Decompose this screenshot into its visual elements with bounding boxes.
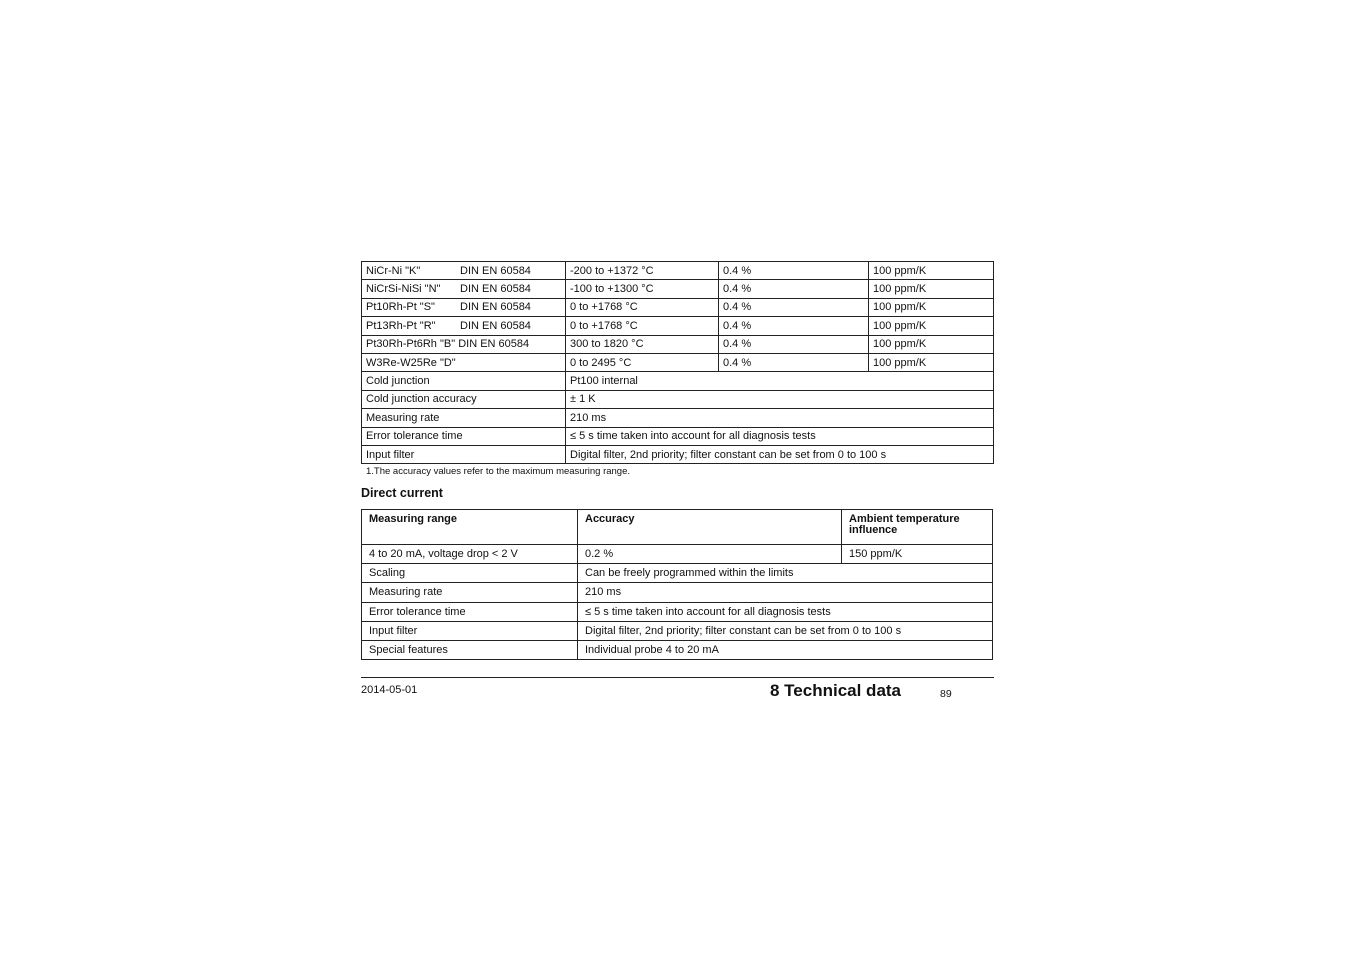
- accuracy-cell: 0.4 %: [719, 262, 869, 280]
- accuracy-cell: 0.4 %: [719, 298, 869, 316]
- property-value: Can be freely programmed within the limits: [578, 564, 993, 583]
- footer-chapter-title: 8 Technical data: [770, 681, 902, 700]
- sensor-standard: DIN EN 60584: [460, 301, 531, 314]
- sensor-cell: [362, 335, 566, 353]
- property-value: ≤ 5 s time taken into account for all diagnosis tests: [578, 602, 993, 621]
- footnote: 1.The accuracy values refer to the maximum measuring range.: [366, 466, 631, 477]
- property-label: Special features: [362, 640, 578, 659]
- accuracy-cell: 0.4 %: [719, 335, 869, 353]
- sensor-cell: [362, 298, 566, 316]
- influence-cell: 100 ppm/K: [869, 298, 994, 316]
- property-row: [362, 390, 994, 408]
- property-label: Cold junction accuracy: [362, 390, 566, 408]
- range-cell: 300 to 1820 °C: [566, 335, 719, 353]
- influence-cell: 100 ppm/K: [869, 317, 994, 335]
- sensor-type: NiCrSi-NiSi "N": [366, 283, 441, 296]
- table-row: [362, 298, 994, 316]
- sensor-cell: [362, 280, 566, 298]
- property-value: ± 1 K: [566, 390, 994, 408]
- property-row: [362, 445, 994, 463]
- property-value: ≤ 5 s time taken into account for all diagnosis tests: [566, 427, 994, 445]
- property-label: Measuring rate: [362, 409, 566, 427]
- property-label: Error tolerance time: [362, 602, 578, 621]
- range-cell: -100 to +1300 °C: [566, 280, 719, 298]
- accuracy-cell: 0.4 %: [719, 317, 869, 335]
- sensor-standard: DIN EN 60584: [458, 338, 530, 351]
- accuracy-cell: 0.4 %: [719, 280, 869, 298]
- header-accuracy: Accuracy: [578, 510, 842, 545]
- sensor-type: Pt13Rh-Pt "R": [366, 319, 436, 332]
- sensor-type: W3Re-W25Re "D": [366, 356, 456, 369]
- accuracy-cell: 0.4 %: [719, 353, 869, 371]
- property-label: Input filter: [362, 621, 578, 640]
- header-measuring-range: Measuring range: [362, 510, 578, 545]
- property-label: Cold junction: [362, 372, 566, 390]
- footer-date: 2014-05-01: [361, 684, 418, 696]
- sensor-standard: DIN EN 60584: [460, 319, 531, 332]
- accuracy-cell: 0.2 %: [578, 545, 842, 564]
- property-label: Input filter: [362, 445, 566, 463]
- sensor-cell: [362, 262, 566, 280]
- thermocouple-table: [361, 261, 994, 464]
- table-row: [362, 280, 994, 298]
- property-value: Digital filter, 2nd priority; filter constant can be set from 0 to 100 s: [578, 621, 993, 640]
- table-row: [362, 335, 994, 353]
- property-label: Error tolerance time: [362, 427, 566, 445]
- property-row: [362, 621, 993, 640]
- sensor-cell: [362, 317, 566, 335]
- table-row: [362, 353, 994, 371]
- table-row: [362, 545, 993, 564]
- sensor-type: Pt30Rh-Pt6Rh "B": [366, 338, 456, 351]
- property-value: 210 ms: [578, 583, 993, 602]
- influence-cell: 100 ppm/K: [869, 280, 994, 298]
- property-row: [362, 409, 994, 427]
- table-row: [362, 317, 994, 335]
- property-value: Digital filter, 2nd priority; filter constant can be set from 0 to 100 s: [566, 445, 994, 463]
- property-row: [362, 583, 993, 602]
- property-row: [362, 427, 994, 445]
- property-row: [362, 640, 993, 659]
- influence-cell: 100 ppm/K: [869, 353, 994, 371]
- sensor-type: Pt10Rh-Pt "S": [366, 301, 435, 314]
- sensor-standard: DIN EN 60584: [460, 264, 531, 277]
- influence-cell: 100 ppm/K: [869, 262, 994, 280]
- section-heading: Direct current: [361, 486, 443, 500]
- sensor-standard: DIN EN 60584: [460, 283, 531, 296]
- property-value: Individual probe 4 to 20 mA: [578, 640, 993, 659]
- sensor-cell: [362, 353, 566, 371]
- property-row: [362, 602, 993, 621]
- page-number: 89: [940, 688, 952, 700]
- header-ambient-influence: Ambient temperature influence: [842, 510, 993, 545]
- range-cell: 0 to +1768 °C: [566, 298, 719, 316]
- sensor-type: NiCr-Ni "K": [366, 264, 421, 277]
- property-row: [362, 564, 993, 583]
- range-cell: 0 to +1768 °C: [566, 317, 719, 335]
- property-value: Pt100 internal: [566, 372, 994, 390]
- property-value: 210 ms: [566, 409, 994, 427]
- property-label: Scaling: [362, 564, 578, 583]
- direct-current-table: [361, 509, 993, 660]
- range-cell: 0 to 2495 °C: [566, 353, 719, 371]
- influence-cell: 100 ppm/K: [869, 335, 994, 353]
- property-row: [362, 372, 994, 390]
- footer-divider: [361, 677, 994, 678]
- property-label: Measuring rate: [362, 583, 578, 602]
- table-row: [362, 262, 994, 280]
- range-cell: -200 to +1372 °C: [566, 262, 719, 280]
- range-cell: 4 to 20 mA, voltage drop < 2 V: [362, 545, 578, 564]
- table-header-row: [362, 510, 993, 545]
- influence-cell: 150 ppm/K: [842, 545, 993, 564]
